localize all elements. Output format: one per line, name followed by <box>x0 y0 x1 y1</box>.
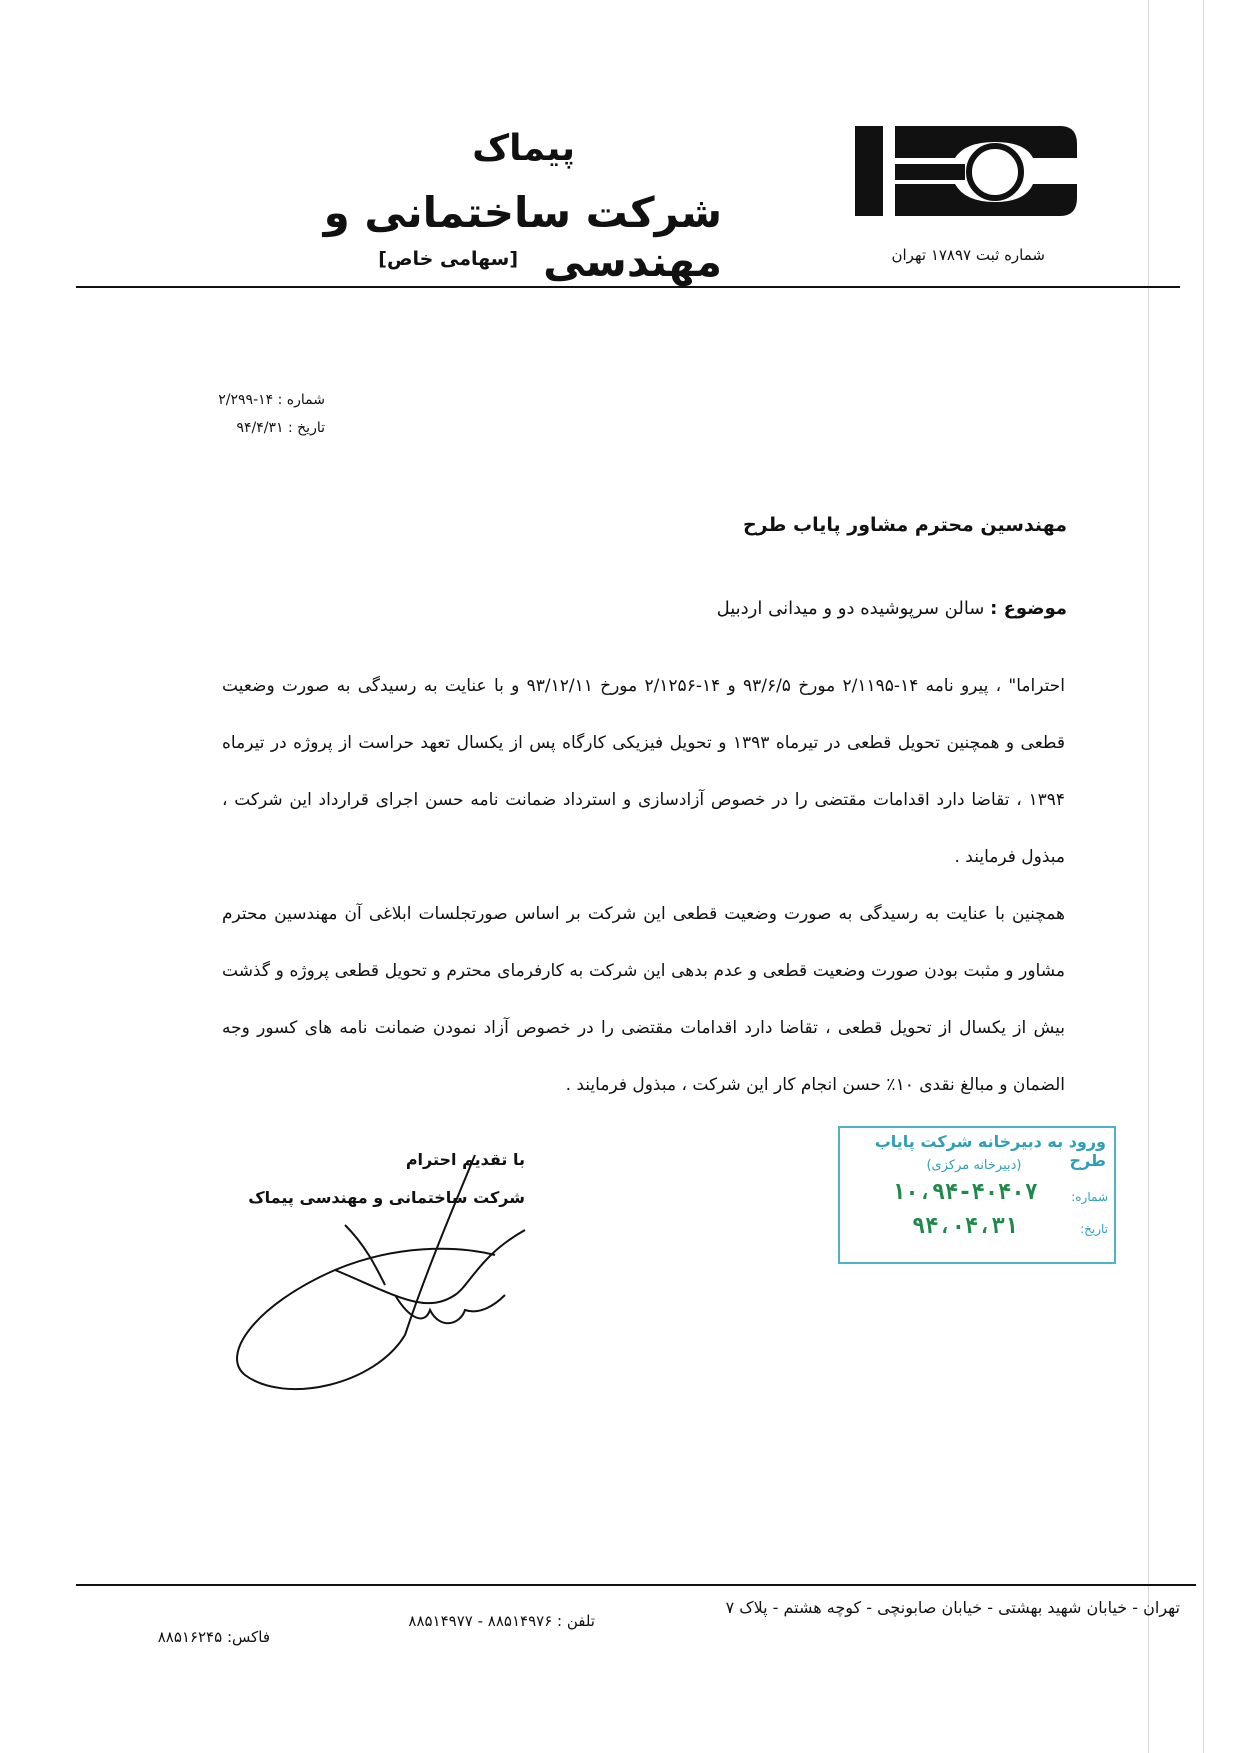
subject-label: موضوع : <box>990 598 1067 619</box>
footer-address: تهران - خیابان شهید بهشتی - خیابان صابونچی - کوچه هشتم - پلاک ۷ <box>725 1598 1180 1617</box>
stamp-number-label: شماره: <box>1071 1190 1108 1204</box>
letter-date-value: ۹۴/۴/۳۱ <box>236 420 284 436</box>
letter-body <box>222 658 1065 1114</box>
footer-fax: فاکس: ۸۸۵۱۶۲۴۵ <box>157 1628 270 1646</box>
stamp-subtitle: (دبیرخانه مرکزی) <box>926 1158 1022 1173</box>
closing-company: شرکت ساختمانی و مهندسی پیماک <box>248 1188 525 1207</box>
signature-image <box>225 1135 565 1405</box>
closing-salutation: با تقدیم احترام <box>405 1150 525 1169</box>
footer-divider <box>76 1584 1196 1586</box>
scan-edge-line <box>1148 0 1149 1753</box>
received-stamp <box>838 1126 1116 1264</box>
stamp-date-label: تاریخ: <box>1080 1222 1108 1236</box>
stamp-date-value: ۹۴،۰۴،۳۱ <box>912 1214 1018 1239</box>
subject-line <box>367 598 1067 619</box>
letter-date <box>205 420 325 436</box>
scan-edge-line <box>1203 0 1204 1753</box>
letter-number-value: ۱۴-۲/۲۹۹ <box>218 392 274 408</box>
registration-number: شماره ثبت ۱۷۸۹۷ تهران <box>891 246 1045 264</box>
stamp-title: ورود به دبیرخانه شرکت پایاب طرح <box>874 1132 1106 1170</box>
body-paragraph-1: احتراما" ، پیرو نامه ۱۴-۲/۱۱۹۵ مورخ ۹۳/۶/۵ و ۱۴-۲/۱۲۵۶ مورخ ۹۳/۱۲/۱۱ و با عنایت به رسیدگی به صورت وضعیت قطعی و همچنین تحویل قطعی در تیرماه ۱۳۹۳ و تحویل فیزیکی کارگاه پس از یکسال تعهد حراست از پروژه در تیرماه ۱۳۹۴ ، تقاضا دارد اقدامات مقتضی را در خصوص آزادسازی و استرداد ضمانت نامه حسن اجرای قرارداد این شرکت ، مبذول فرمایند . <box>222 676 1065 867</box>
header-divider <box>76 286 1180 288</box>
stamp-number-value: ۱۰،۹۴-۴۰۴۰۷ <box>892 1180 1038 1205</box>
company-name: شرکت ساختمانی و مهندسی <box>323 188 722 286</box>
letter-date-label: تاریخ : <box>287 420 325 436</box>
letter-number <box>205 392 325 408</box>
company-logo-icon <box>855 124 1080 219</box>
company-type: [سهامی خاص] <box>378 248 518 270</box>
footer-phone: تلفن : ۸۸۵۱۴۹۷۶ - ۸۸۵۱۴۹۷۷ <box>408 1612 595 1630</box>
addressee: مهندسین محترم مشاور پایاب طرح <box>742 514 1067 536</box>
letter-number-label: شماره : <box>277 392 325 408</box>
company-brand: پیماک <box>472 128 575 169</box>
body-paragraph-2: همچنین با عنایت به رسیدگی به صورت وضعیت قطعی این شرکت بر اساس صورتجلسات ابلاغی آن مهندسین محترم مشاور و مثبت بودن صورت وضعیت قطعی و عدم بدهی این شرکت به کارفرمای محترم و تحویل قطعی پروژه و گذشت بیش از یکسال از تحویل قطعی ، تقاضا دارد اقدامات مقتضی را در خصوص آزاد نمودن ضمانت نامه های کسور وجه الضمان و مبالغ نقدی ۱۰٪ حسن انجام کار این شرکت ، مبذول فرمایند . <box>222 904 1065 1095</box>
subject-text: سالن سرپوشیده دو و میدانی اردبیل <box>716 598 985 619</box>
